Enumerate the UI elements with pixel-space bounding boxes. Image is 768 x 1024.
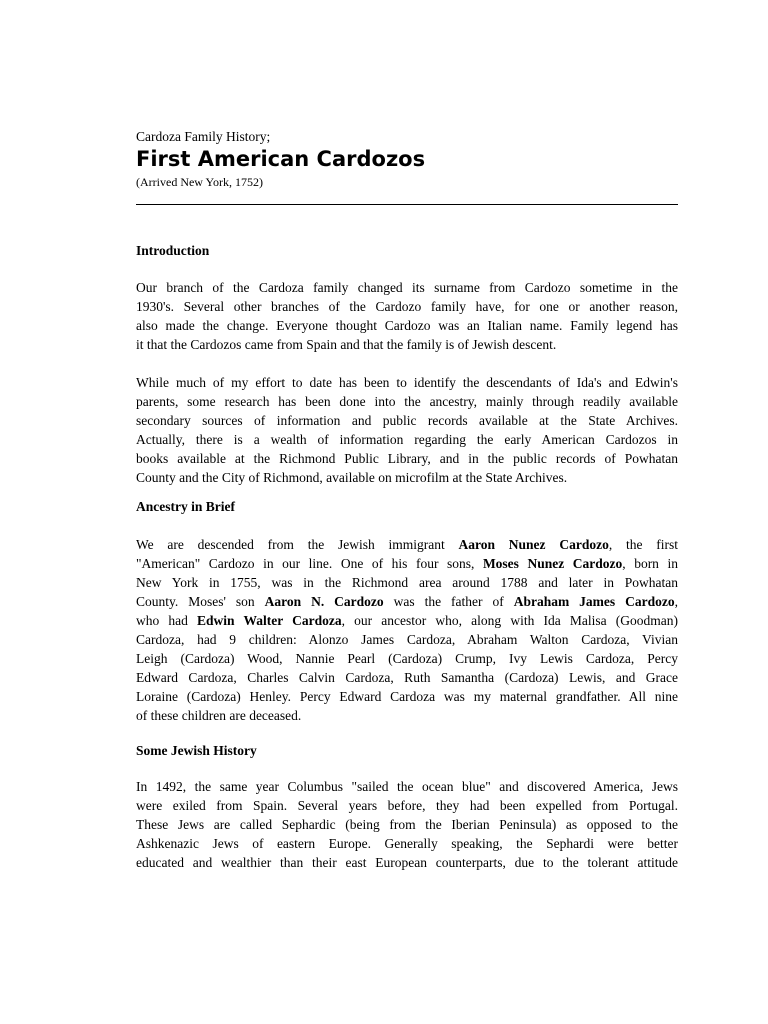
text-line: Loraine (Cardoza) Henley. Percy Edward Cardoza was my maternal grandfather. All nine [136, 689, 678, 704]
paragraph-introduction-2 [136, 373, 678, 487]
text-line: of these children are deceased. [136, 708, 302, 723]
heading-jewish-history: Some Jewish History [136, 743, 257, 758]
text-run: was the father of [383, 594, 514, 609]
text-run: County. Moses' son [136, 594, 265, 609]
text-run: We are descended from the Jewish immigrant [136, 537, 459, 552]
text-line [136, 592, 678, 611]
ancestor-name: Edwin Walter Cardoza [197, 613, 342, 628]
text-line [136, 554, 678, 573]
text-run: "American" Cardozo in our line. One of his four sons, [136, 556, 483, 571]
text-line: In 1492, the same year Columbus "sailed the ocean blue" and discovered America, Jews [136, 779, 678, 794]
text-line: Our branch of the Cardoza family changed its surname from Cardozo sometime in the [136, 280, 678, 295]
text-line: County and the City of Richmond, available on microfilm at the State Archives. [136, 470, 568, 485]
text-line: also made the change. Everyone thought Cardozo was an Italian name. Family legend has [136, 318, 678, 333]
text-line: Leigh (Cardoza) Wood, Nannie Pearl (Cardoza) Crump, Ivy Lewis Cardoza, Percy [136, 651, 678, 666]
text-line: books available at the Richmond Public Library, and in the public records of Powhatan [136, 451, 678, 466]
text-line: While much of my effort to date has been to identify the descendants of Ida's and Edwin's [136, 375, 678, 390]
text-line: secondary sources of information and public records available at the State Archives. [136, 413, 678, 428]
title-divider [136, 204, 678, 205]
text-line: These Jews are called Sephardic (being from the Iberian Peninsula) as opposed to the [136, 817, 678, 832]
document-subtitle: (Arrived New York, 1752) [136, 175, 263, 189]
text-line: Ashkenazic Jews of eastern Europe. Generally speaking, the Sephardi were better [136, 836, 678, 851]
paragraph-ancestry [136, 535, 678, 725]
ancestor-name: Aaron Nunez Cardozo [458, 537, 609, 552]
document-title: First American Cardozos [136, 147, 426, 171]
text-run: , the first [608, 537, 678, 552]
heading-introduction: Introduction [136, 243, 210, 258]
text-line [136, 535, 678, 554]
text-line: it that the Cardozos came from Spain and that the family is of Jewish descent. [136, 337, 557, 352]
text-line: Cardoza, had 9 children: Alonzo James Cardoza, Abraham Walton Cardoza, Vivian [136, 632, 678, 647]
paragraph-jewish-history [136, 777, 678, 872]
text-line: parents, some research has been done into the ancestry, mainly through readily available [136, 394, 678, 409]
text-line: Actually, there is a wealth of information regarding the early American Cardozos in [136, 432, 678, 447]
text-run: , [674, 594, 678, 609]
document-kicker: Cardoza Family History; [136, 129, 271, 144]
text-line: New York in 1755, was in the Richmond area around 1788 and later in Powhatan [136, 575, 678, 590]
heading-ancestry: Ancestry in Brief [136, 499, 235, 514]
text-run: , born in [622, 556, 678, 571]
text-run: who had [136, 613, 198, 628]
ancestor-name: Abraham James Cardozo [513, 594, 675, 609]
text-line: educated and wealthier than their east European counterparts, due to the tolerant attitude [136, 855, 678, 870]
paragraph-introduction-1 [136, 278, 678, 354]
text-line: Edward Cardoza, Charles Calvin Cardoza, Ruth Samantha (Cardoza) Lewis, and Grace [136, 670, 678, 685]
ancestor-name: Moses Nunez Cardozo [482, 556, 623, 571]
text-line: were exiled from Spain. Several years before, they had been expelled from Portugal. [136, 798, 678, 813]
text-line [136, 611, 678, 630]
ancestor-name: Aaron N. Cardozo [264, 594, 384, 609]
text-line: 1930's. Several other branches of the Cardozo family have, for one or another reason, [136, 299, 678, 314]
text-run: , our ancestor who, along with Ida Malisa (Goodman) [341, 613, 678, 628]
